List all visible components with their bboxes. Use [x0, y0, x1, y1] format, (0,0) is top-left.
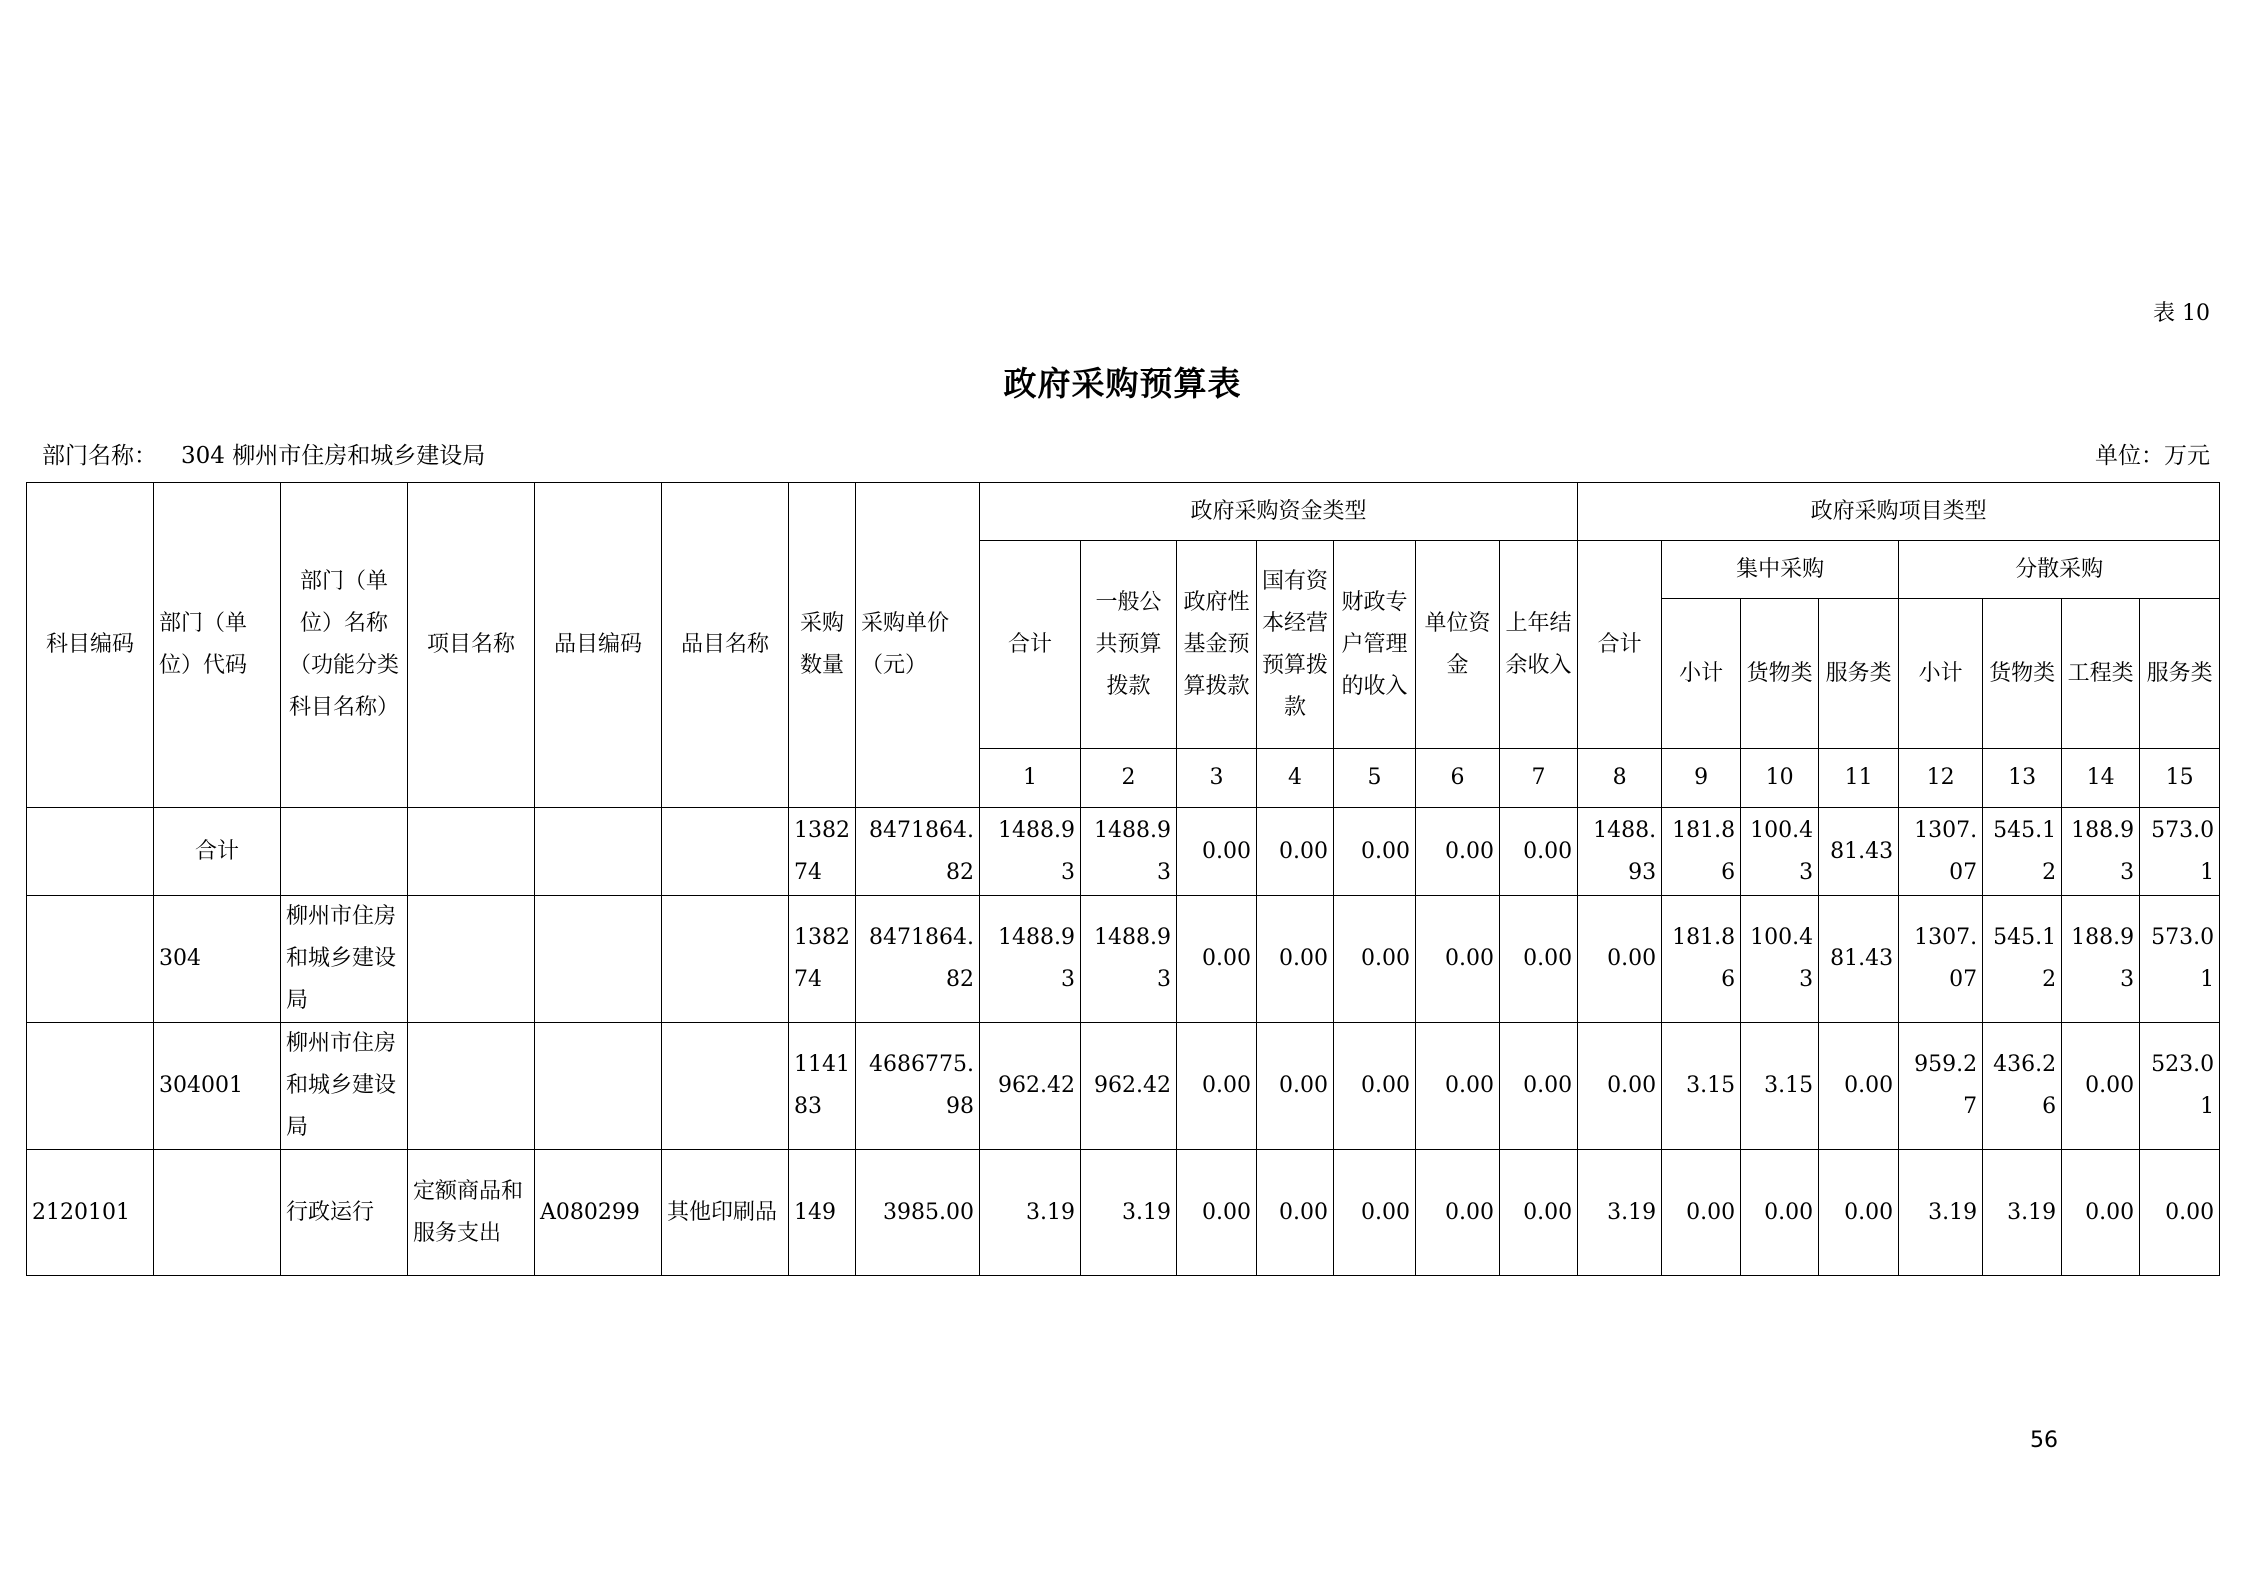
department-label: 部门名称：	[42, 443, 157, 469]
amount-cell: 0.00	[1500, 896, 1578, 1023]
amount-cell: 962.42	[1081, 1023, 1177, 1150]
header-decentralized: 分散采购	[1899, 541, 2220, 599]
quantity-cell: 114183	[789, 1023, 856, 1150]
header-decentralized-works: 工程类	[2062, 599, 2140, 749]
dept-name-cell: 柳州市住房和城乡建设局	[281, 896, 408, 1023]
amount-cell: 181.86	[1662, 808, 1741, 896]
header-quantity: 采购数量	[789, 483, 856, 808]
item-code-cell	[535, 896, 662, 1023]
amount-cell: 0.00	[1334, 1150, 1416, 1276]
amount-cell: 100.43	[1741, 896, 1819, 1023]
amount-cell: 523.01	[2140, 1023, 2220, 1150]
amount-cell: 545.12	[1983, 896, 2062, 1023]
amount-cell: 0.00	[1334, 808, 1416, 896]
column-number: 14	[2062, 749, 2140, 808]
header-decentralized-goods: 货物类	[1983, 599, 2062, 749]
header-decentralized-services: 服务类	[2140, 599, 2220, 749]
item-name-cell	[662, 808, 789, 896]
amount-cell: 181.86	[1662, 896, 1741, 1023]
item-code-cell: A080299	[535, 1150, 662, 1276]
item-name-cell	[662, 1023, 789, 1150]
header-fund-total: 合计	[980, 541, 1081, 749]
header-unit-funds: 单位资金	[1416, 541, 1500, 749]
amount-cell: 0.00	[1741, 1150, 1819, 1276]
table-body	[27, 808, 2220, 1276]
header-project-total: 合计	[1578, 541, 1662, 749]
table-row	[27, 1023, 2220, 1150]
amount-cell: 0.00	[1257, 896, 1334, 1023]
header-project-name: 项目名称	[408, 483, 535, 808]
header-state-capital: 国有资本经营预算拨款	[1257, 541, 1334, 749]
amount-cell: 573.01	[2140, 896, 2220, 1023]
column-number: 6	[1416, 749, 1500, 808]
amount-cell: 3.19	[1578, 1150, 1662, 1276]
amount-cell: 0.00	[1500, 1150, 1578, 1276]
table-row	[27, 896, 2220, 1023]
procurement-budget-table	[26, 482, 2220, 1276]
amount-cell: 0.00	[1819, 1150, 1899, 1276]
amount-cell: 0.00	[2062, 1023, 2140, 1150]
amount-cell: 0.00	[1578, 1023, 1662, 1150]
dept-code-cell: 304	[154, 896, 281, 1023]
amount-cell: 1488.93	[980, 896, 1081, 1023]
quantity-cell: 138274	[789, 808, 856, 896]
unit-price-cell: 8471864.82	[856, 808, 980, 896]
amount-cell: 962.42	[980, 1023, 1081, 1150]
dept-name-cell	[281, 808, 408, 896]
amount-cell: 3.15	[1662, 1023, 1741, 1150]
amount-cell: 0.00	[1416, 1023, 1500, 1150]
unit-price-cell: 3985.00	[856, 1150, 980, 1276]
amount-cell: 0.00	[1334, 1023, 1416, 1150]
amount-cell: 0.00	[1257, 1023, 1334, 1150]
project-name-cell	[408, 896, 535, 1023]
column-number: 15	[2140, 749, 2220, 808]
dept-name-cell: 行政运行	[281, 1150, 408, 1276]
amount-cell: 3.19	[1983, 1150, 2062, 1276]
column-number: 4	[1257, 749, 1334, 808]
column-number: 13	[1983, 749, 2062, 808]
header-project-type-group: 政府采购项目类型	[1578, 483, 2220, 541]
amount-cell: 0.00	[1416, 808, 1500, 896]
column-number: 5	[1334, 749, 1416, 808]
project-name-cell	[408, 1023, 535, 1150]
quantity-cell: 149	[789, 1150, 856, 1276]
amount-cell: 0.00	[1177, 896, 1257, 1023]
dept-code-cell	[154, 1150, 281, 1276]
item-code-cell	[535, 808, 662, 896]
amount-cell: 3.19	[1081, 1150, 1177, 1276]
header-centralized-subtotal: 小计	[1662, 599, 1741, 749]
column-number: 12	[1899, 749, 1983, 808]
amount-cell: 1307.07	[1899, 808, 1983, 896]
dept-name-cell: 柳州市住房和城乡建设局	[281, 1023, 408, 1150]
amount-cell: 3.19	[980, 1150, 1081, 1276]
amount-cell: 0.00	[1257, 808, 1334, 896]
dept-code-cell: 304001	[154, 1023, 281, 1150]
amount-cell: 0.00	[1177, 808, 1257, 896]
amount-cell: 1488.93	[980, 808, 1081, 896]
project-name-cell: 定额商品和服务支出	[408, 1150, 535, 1276]
amount-cell: 81.43	[1819, 896, 1899, 1023]
unit-price-cell: 4686775.98	[856, 1023, 980, 1150]
header-fund-type-group: 政府采购资金类型	[980, 483, 1578, 541]
department-info	[42, 437, 485, 470]
amount-cell: 1488.93	[1081, 896, 1177, 1023]
meta-row	[42, 437, 2210, 470]
item-name-cell: 其他印刷品	[662, 1150, 789, 1276]
header-subject-code: 科目编码	[27, 483, 154, 808]
amount-cell: 1488.93	[1081, 808, 1177, 896]
header-gov-fund: 政府性基金预算拨款	[1177, 541, 1257, 749]
amount-cell: 3.15	[1741, 1023, 1819, 1150]
project-name-cell	[408, 808, 535, 896]
table-header	[27, 483, 2220, 808]
amount-cell: 959.27	[1899, 1023, 1983, 1150]
amount-cell: 188.93	[2062, 896, 2140, 1023]
amount-cell: 0.00	[1257, 1150, 1334, 1276]
page-title: 政府采购预算表	[1003, 364, 1242, 403]
amount-cell: 0.00	[1819, 1023, 1899, 1150]
amount-cell: 573.01	[2140, 808, 2220, 896]
unit-label: 单位：万元	[2095, 443, 2210, 469]
subject-code-cell	[27, 1023, 154, 1150]
amount-cell: 0.00	[1500, 808, 1578, 896]
unit-price-cell: 8471864.82	[856, 896, 980, 1023]
subject-code-cell	[27, 896, 154, 1023]
department-name: 304 柳州市住房和城乡建设局	[181, 443, 486, 469]
amount-cell: 188.93	[2062, 808, 2140, 896]
amount-cell: 545.12	[1983, 808, 2062, 896]
amount-cell: 0.00	[2062, 1150, 2140, 1276]
dept-code-cell: 合计	[154, 808, 281, 896]
amount-cell: 0.00	[1334, 896, 1416, 1023]
amount-cell: 1307.07	[1899, 896, 1983, 1023]
column-number: 11	[1819, 749, 1899, 808]
page-number: 56	[2030, 1428, 2058, 1453]
column-number: 2	[1081, 749, 1177, 808]
header-item-name: 品目名称	[662, 483, 789, 808]
column-number: 10	[1741, 749, 1819, 808]
amount-cell: 81.43	[1819, 808, 1899, 896]
subject-code-cell	[27, 808, 154, 896]
item-code-cell	[535, 1023, 662, 1150]
amount-cell: 3.19	[1899, 1150, 1983, 1276]
amount-cell: 0.00	[1662, 1150, 1741, 1276]
column-number: 7	[1500, 749, 1578, 808]
amount-cell: 0.00	[2140, 1150, 2220, 1276]
amount-cell: 0.00	[1177, 1150, 1257, 1276]
amount-cell: 0.00	[1416, 896, 1500, 1023]
header-unit-price: 采购单价（元）	[856, 483, 980, 808]
header-dept-name: 部门（单位）名称（功能分类科目名称）	[281, 483, 408, 808]
amount-cell: 0.00	[1500, 1023, 1578, 1150]
table-row	[27, 808, 2220, 896]
header-last-year-balance: 上年结余收入	[1500, 541, 1578, 749]
header-decentralized-subtotal: 小计	[1899, 599, 1983, 749]
amount-cell: 100.43	[1741, 808, 1819, 896]
item-name-cell	[662, 896, 789, 1023]
quantity-cell: 138274	[789, 896, 856, 1023]
subject-code-cell: 2120101	[27, 1150, 154, 1276]
header-dept-code: 部门（单位）代码	[154, 483, 281, 808]
table-number: 表 10	[2153, 301, 2210, 326]
column-number: 8	[1578, 749, 1662, 808]
amount-cell: 0.00	[1177, 1023, 1257, 1150]
table-row	[27, 1150, 2220, 1276]
column-number: 1	[980, 749, 1081, 808]
header-centralized-services: 服务类	[1819, 599, 1899, 749]
amount-cell: 0.00	[1578, 896, 1662, 1023]
amount-cell: 1488.93	[1578, 808, 1662, 896]
header-centralized: 集中采购	[1662, 541, 1899, 599]
header-general-budget: 一般公共预算拨款	[1081, 541, 1177, 749]
header-centralized-goods: 货物类	[1741, 599, 1819, 749]
header-special-account: 财政专户管理的收入	[1334, 541, 1416, 749]
header-item-code: 品目编码	[535, 483, 662, 808]
column-number: 9	[1662, 749, 1741, 808]
amount-cell: 436.26	[1983, 1023, 2062, 1150]
column-number: 3	[1177, 749, 1257, 808]
amount-cell: 0.00	[1416, 1150, 1500, 1276]
